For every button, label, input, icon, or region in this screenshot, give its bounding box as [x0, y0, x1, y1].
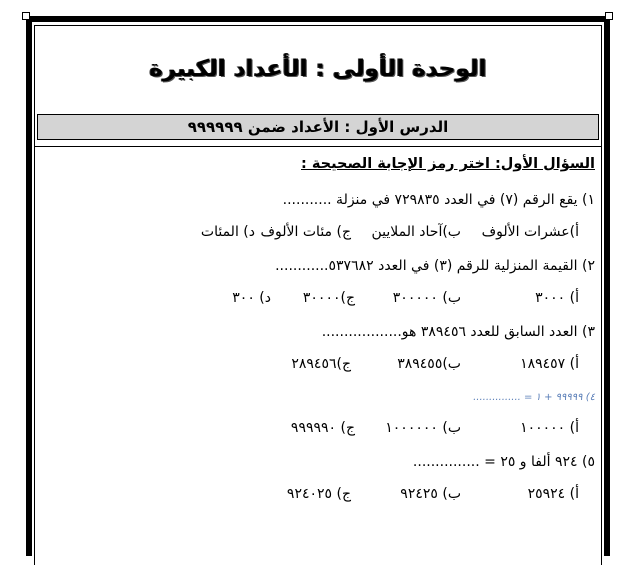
- option-c: ج)٢٨٩٤٥٦: [291, 356, 351, 372]
- question-2: ٢) القيمة المنزلية للرقم (٣) في العدد ٥٣٧٦٨٢............: [275, 258, 595, 274]
- question-5: ٥) ٩٢٤ ألفا و ٢٥ = ...............: [412, 454, 595, 470]
- option-b: ب) ١٠٠٠٠٠٠: [385, 420, 461, 436]
- option-b: ب) ٩٢٤٢٥: [400, 486, 461, 502]
- option-c: ج) مئات الألوف: [260, 224, 351, 240]
- question-4: ٤) ٩٩٩٩٩ + ١ = ...............: [473, 392, 595, 403]
- unit-title: الوحدة الأولى : الأعداد الكبيرة: [149, 56, 487, 82]
- option-a: أ) ١٨٩٤٥٧: [520, 356, 579, 372]
- frame-corner: [605, 12, 613, 20]
- lesson-title: الدرس الأول : الأعداد ضمن ٩٩٩٩٩٩: [37, 114, 599, 140]
- option-b: ب)٣٨٩٤٥٥: [397, 356, 461, 372]
- option-c: ج) ٩٢٤٠٢٥: [286, 486, 351, 502]
- question-3-options: [35, 356, 601, 376]
- option-d: د) المئات: [200, 224, 255, 240]
- option-a: أ)عشرات الألوف: [481, 224, 579, 240]
- option-a: أ) ٣٠٠٠: [535, 290, 579, 306]
- question-4-options: [35, 420, 601, 440]
- question-heading: السؤال الأول: اختر رمز الإجابة الصحيحة :: [301, 156, 595, 172]
- question-5-options: [35, 486, 601, 506]
- question-2-options: [35, 290, 601, 310]
- option-b: ب)آحاد الملايين: [371, 224, 461, 240]
- option-b: ب) ٣٠٠٠٠٠: [392, 290, 461, 306]
- option-a: أ) ١٠٠٠٠٠: [520, 420, 579, 436]
- question-1-options: [35, 224, 601, 244]
- option-c: ج)٣٠٠٠٠: [302, 290, 355, 306]
- option-a: أ) ٢٥٩٢٤: [527, 486, 579, 502]
- option-d: د) ٣٠٠: [232, 290, 271, 306]
- divider: [35, 146, 601, 147]
- frame-corner: [22, 12, 30, 20]
- option-c: ج) ٩٩٩٩٩٠: [290, 420, 355, 436]
- worksheet-page: [35, 26, 601, 516]
- question-1: ١) يقع الرقم (٧) في العدد ٧٢٩٨٣٥ في منزلة ...........: [282, 192, 595, 208]
- question-3: ٣) العدد السابق للعدد ٣٨٩٤٥٦ هو..................: [321, 324, 595, 340]
